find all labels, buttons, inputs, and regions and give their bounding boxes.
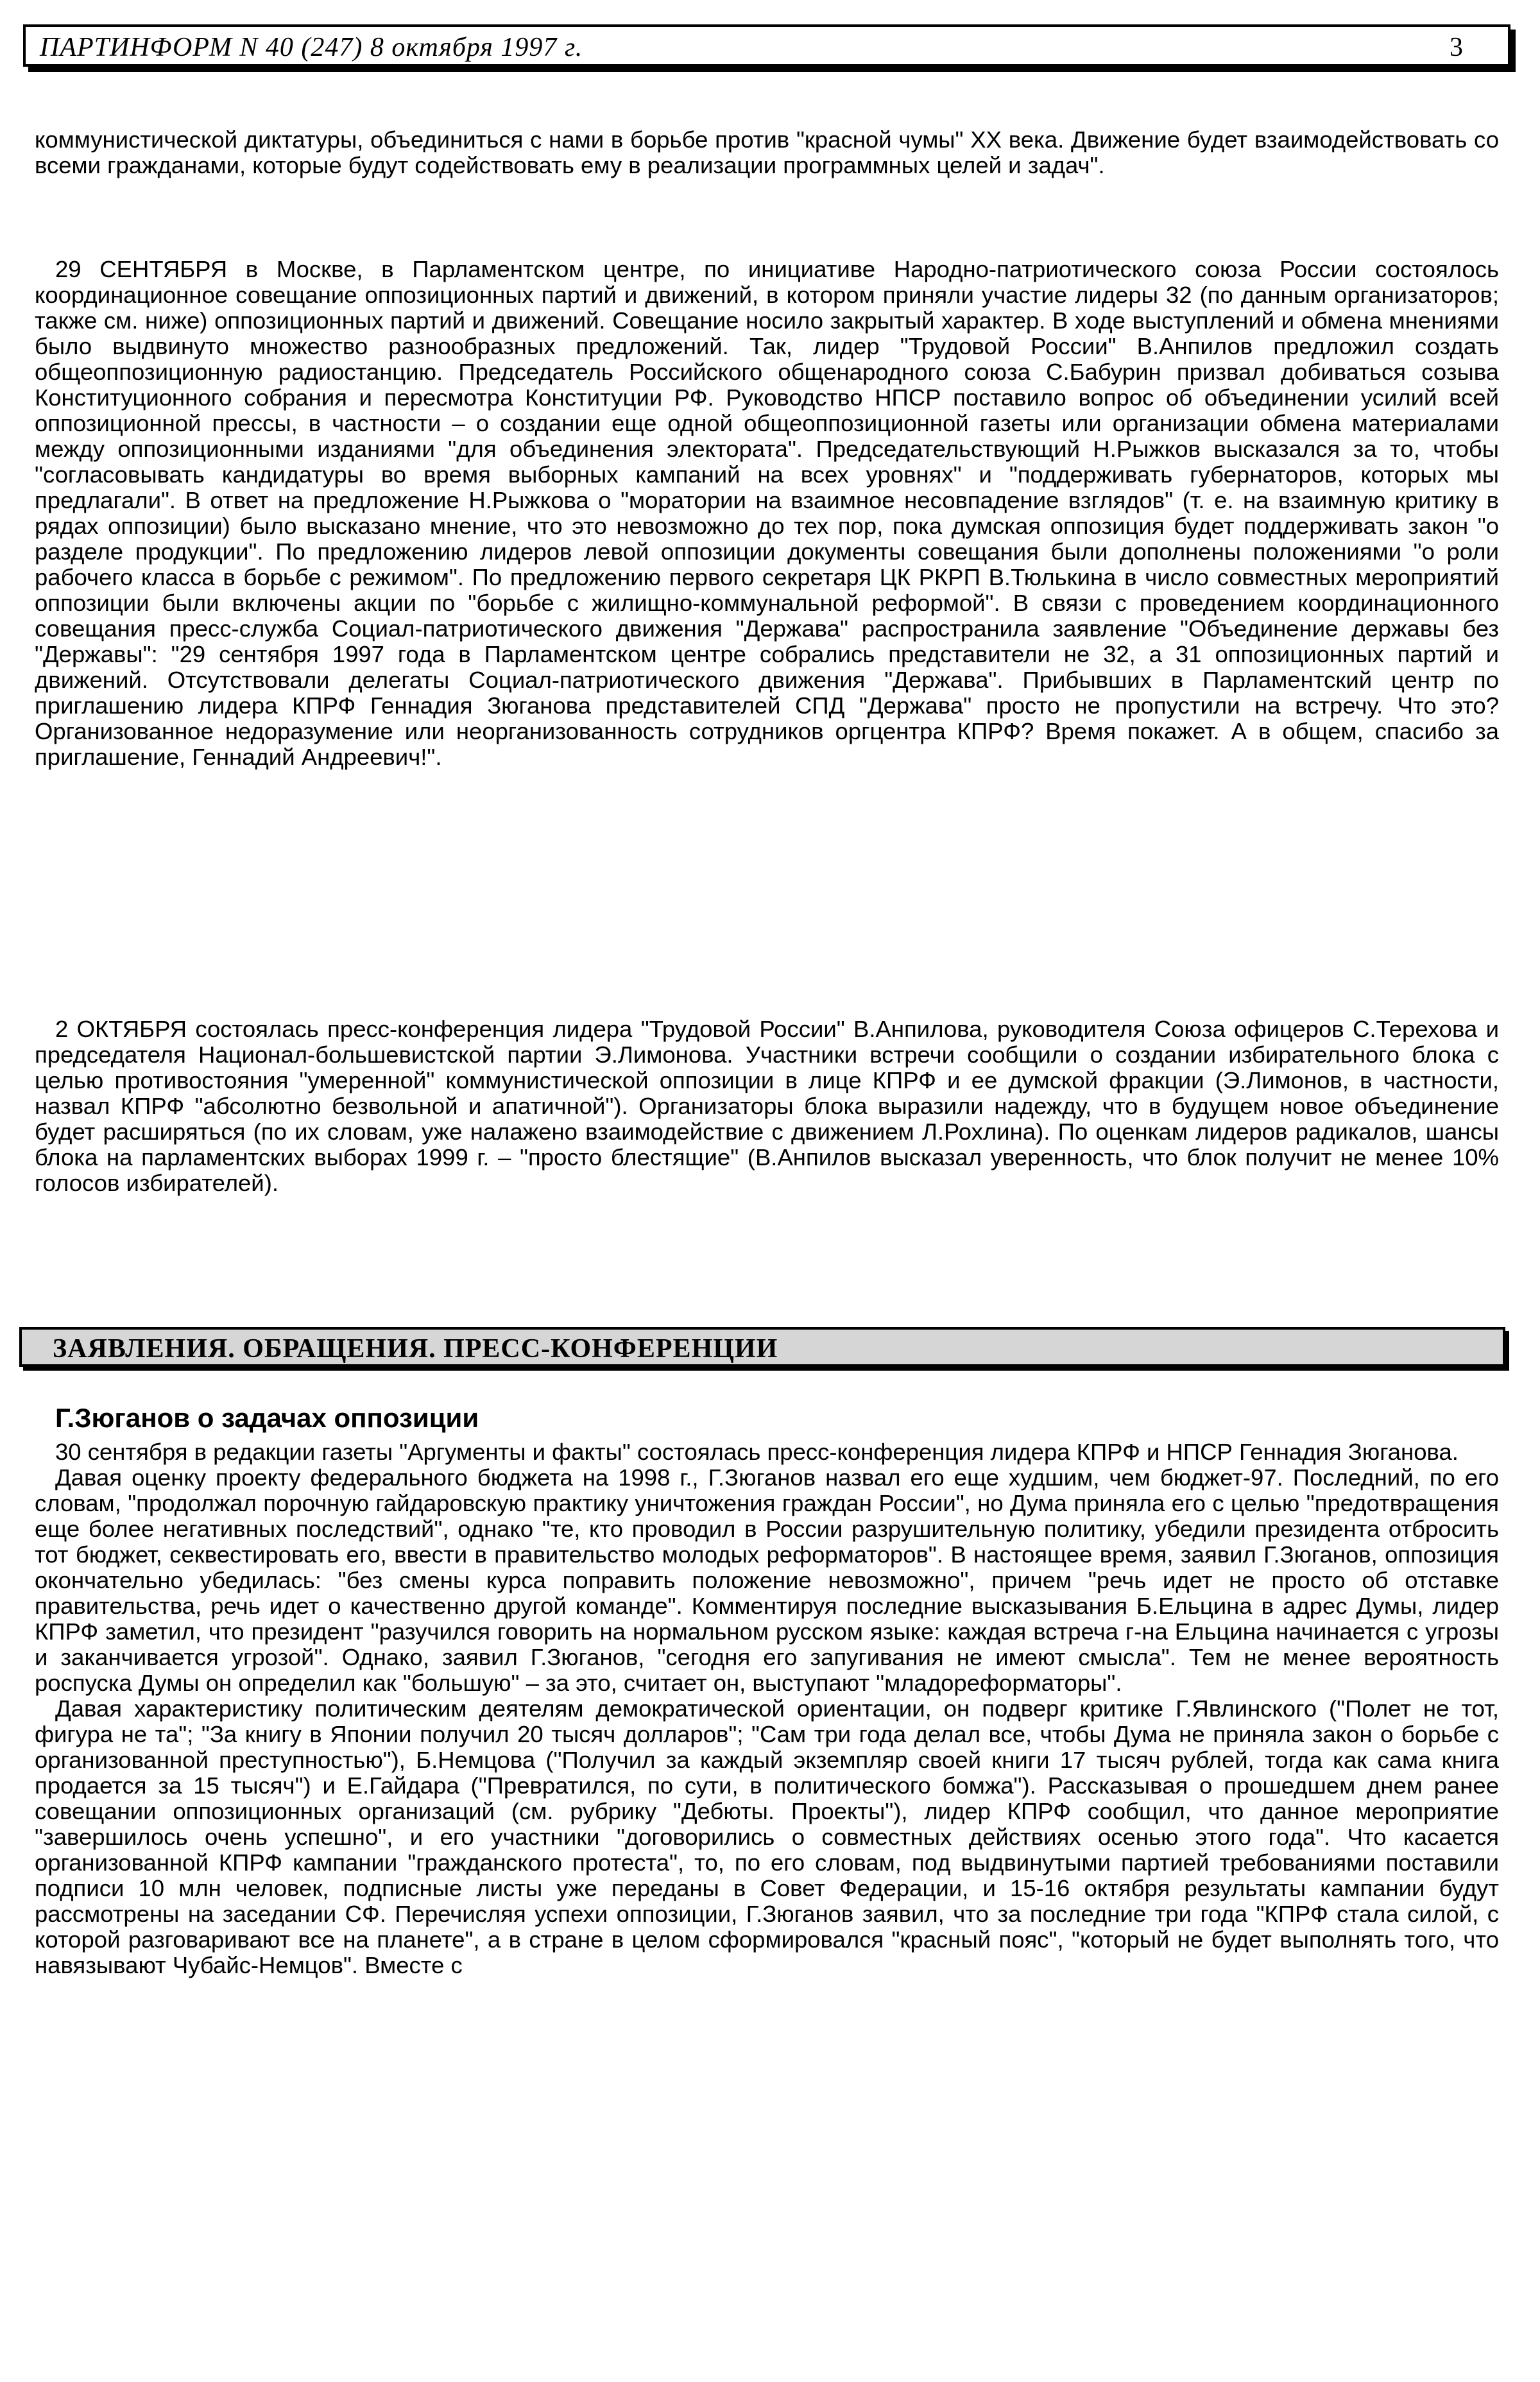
paragraph: коммунистической диктатуры, объединиться с нами в борьбе против "красной чумы" XX века. Движение будет взаимодействовать со всеми гражданами, которые будут содействовать ему в реализации программных целей и задач". bbox=[35, 126, 1499, 178]
section-title: ЗАЯВЛЕНИЯ. ОБРАЩЕНИЯ. ПРЕСС-КОНФЕРЕНЦИИ bbox=[53, 1334, 778, 1364]
article-paragraph-2: Давая оценку проекту федерального бюджета на 1998 г., Г.Зюганов назвал его еще худшим, чем бюджет-97. Последний, по его словам, "продолжал порочную гайдаровскую практику уничтожения граждан России", но Дума приняла его с целью "предотвращения еще более негативных последствий", однако "те, кто проводил в России разрушительную политику, убедили президента отбросить тот бюджет, секвестировать его, ввести в правительство молодых реформаторов". В настоящее время, заявил Г.Зюганов, оппозиция окончательно убедилась: "без смены курса поправить положение невозможно", причем "речь идет не просто об отставке правительства, речь идет о качественно другой команде". Комментируя последние высказывания Б.Ельцина в адрес Думы, лидер КПРФ заметил, что президент "разучился говорить на нормальном русском языке: каждая встреча г-на Ельцина начинается с угрозы и заканчивается угрозой". Однако, заявил Г.Зюганов, "сегодня его запугивания не имеют смысла". Тем не менее вероятность роспуска Думы он определил как "большую" – за это, считает он, выступают "младореформаторы". bbox=[35, 1464, 1499, 1696]
publication-title: ПАРТИНФОРМ N 40 (247) 8 октября 1997 г. bbox=[40, 33, 583, 62]
continued-paragraph-block bbox=[35, 127, 1499, 178]
page-number: 3 bbox=[1450, 33, 1463, 62]
article-paragraph-3: Давая характеристику политическим деятелям демократической ориентации, он подверг критике Г.Явлинского ("Полет не тот, фигура не та"; "За книгу в Японии получил 20 тысяч долларов"; "Сам три года делал все, чтобы Дума не приняла закон о борьбе с организованной преступностью"), Б.Немцова ("Получил за каждый экземпляр своей книги 17 тысяч рублей, тогда как сама книга продается за 15 тысяч") и Е.Гайдара ("Превратился, по сути, в политического бомжа"). Рассказывая о прошедшем днем ранее совещании оппозиционных организаций (см. рубрику "Дебюты. Проекты"), лидер КПРФ сообщил, что данное мероприятие "завершилось очень успешно", и его участники "договорились о совместных действиях осенью этого года". Что касается организованной КПРФ кампании "гражданского протеста", то, по его словам, под выдвинутыми партией требованиями поставили подписи 10 млн человек, подписные листы уже переданы в Совет Федерации, и 15-16 октября результаты кампании будут рассмотрены на заседании СФ. Перечисляя успехи оппозиции, Г.Зюганов заявил, что за последние три года "КПРФ стала силой, с которой разговаривают все на планете", а в стране в целом сформировался "красный пояс", "который не будет выполнять того, что навязывают Чубайс-Немцов". Вместе с bbox=[35, 1695, 1499, 1978]
article-paragraph-1: 30 сентября в редакции газеты "Аргументы и факты" состоялась пресс-конференция лидера КПРФ и НПСР Геннадия Зюганова. bbox=[55, 1439, 1459, 1465]
article-heading: Г.Зюганов о задачах оппозиции bbox=[55, 1403, 479, 1433]
paragraph-oct2: 2 ОКТЯБРЯ состоялась пресс-конференция лидера "Трудовой России" В.Анпилова, руководителя Союза офицеров С.Терехова и председателя Национал-большевистской партии Э.Лимонова. Участники встречи сообщили о создании избирательного блока с целью противостояния "умеренной" коммунистической оппозиции в лице КПРФ и ее думской фракции (Э.Лимонов, в частности, назвал КПРФ "абсолютно безвольной и апатичной"). Организаторы блока выразили надежду, что в будущем новое объединение будет расширяться (по их словам, уже налажено взаимодействие с движением Л.Рохлина). По оценкам лидеров радикалов, шансы блока на парламентских выборах 1999 г. – "просто блестящие" (В.Анпилов высказал уверенность, что блок получит не менее 10% голосов избирателей). bbox=[35, 1016, 1499, 1196]
sept29-news-block bbox=[35, 257, 1499, 770]
page-header bbox=[23, 24, 1510, 67]
section-header bbox=[19, 1327, 1505, 1367]
article-body bbox=[35, 1439, 1499, 1978]
paragraph-sept29: 29 СЕНТЯБРЯ в Москве, в Парламентском центре, по инициативе Народно-патриотического союза России состоялось координационное совещание оппозиционных партий и движений, в котором приняли участие лидеры 32 (по данным организаторов; также см. ниже) оппозиционных партий и движений. Совещание носило закрытый характер. В ходе выступлений и обмена мнениями было выдвинуто множество разнообразных предложений. Так, лидер "Трудовой России" В.Анпилов предложил создать общеоппозиционную радиостанцию. Председатель Российского общенародного союза С.Бабурин призвал добиваться созыва Конституционного собрания и пересмотра Конституции РФ. Руководство НПСР поставило вопрос об объединении усилий всей оппозиционной прессы, в частности – о создании еще одной общеоппозиционной газеты или организации обмена материалами между оппозиционными изданиями "для объединения электората". Председательствующий Н.Рыжков высказался за то, чтобы "согласовывать кандидатуры во время выборных кампаний на всех уровнях" и "поддерживать губернаторов, которых мы предлагали". В ответ на предложение Н.Рыжкова о "моратории на взаимное несовпадение взглядов" (т. е. на взаимную критику в рядах оппозиции) было высказано мнение, что это невозможно до тех пор, пока думская оппозиция будет поддерживать закон "о разделе продукции". По предложению лидеров левой оппозиции документы совещания были дополнены положениями "о роли рабочего класса в борьбе с режимом". По предложению первого секретаря ЦК РКРП В.Тюлькина в число совместных мероприятий оппозиции были включены акции по "борьбе с жилищно-коммунальной реформой". В связи с проведением координационного совещания пресс-служба Социал-патриотического движения "Держава" распространила заявление "Объединение державы без "Державы": "29 сентября 1997 года в Парламентском центре собрались представители не 32, а 31 оппозиционных партий и движений. Отсутствовали делегаты Социал-патриотического движения "Держава". Прибывших в Парламентский центр по приглашению лидера КПРФ Геннадия Зюганова представителей СПД "Держава" просто не пропустили на встречу. Что это? Организованное недоразумение или неорганизованность сотрудников оргцентра КПРФ? Время покажет. А в общем, спасибо за приглашение, Геннадий Андреевич!". bbox=[35, 256, 1499, 770]
oct2-news-block bbox=[35, 1016, 1499, 1196]
